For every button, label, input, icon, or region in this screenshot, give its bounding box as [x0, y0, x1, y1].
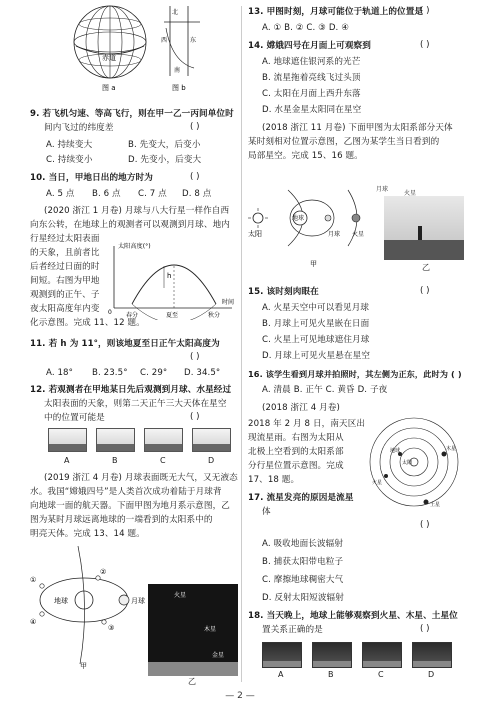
chart-origin: 0 [108, 309, 112, 316]
q15-option-d[interactable]: D. 月球上可见火星悬在星空 [262, 351, 371, 361]
intro-11-12-line8: 夜太阳高度年内变 [30, 304, 100, 314]
intro-17-18-line2: 2018 年 2 月 8 日，南天区出 [248, 419, 366, 429]
intro-15-16-line3: 局部星空。完成 15、16 题。 [248, 151, 363, 161]
chart-x-tick-2: 秋分 [208, 312, 221, 319]
moon-small-label: 月球 [376, 186, 389, 193]
q13-answer-paren[interactable]: ( ) [420, 6, 430, 16]
student-sky-photo [384, 196, 464, 260]
q17-stem-cont: 体 [262, 507, 271, 517]
q9-option-d[interactable]: D. 先变小，后变大 [128, 155, 202, 165]
q12-label-d: D [208, 456, 215, 465]
earth-label-3: 地球 [390, 448, 401, 454]
mars-label-3: 火星 [372, 480, 383, 486]
earth-label: 地球 [54, 597, 68, 605]
q14-option-d[interactable]: D. 水星金星太阳同在星空 [262, 105, 362, 115]
compass-north: 北 [172, 9, 179, 16]
q12-stem-cont2: 中的位置可能是 [44, 413, 105, 423]
q11-option-a[interactable]: A. 18° [46, 368, 74, 378]
q18-answer-paren[interactable]: ( ) [420, 624, 430, 634]
intro-13-14-line5: 明亮天体。完成 13、14 题。 [30, 529, 145, 539]
q12-stem-cont: 太阳表面的天象，则第二天正午三大天体在星空 [44, 399, 227, 409]
moon-label-2: 月球 [328, 231, 341, 238]
fig-yi-caption-left: 乙 [188, 677, 196, 686]
sun-label: 太阳 [248, 230, 262, 238]
fig-jia-caption: 甲 [80, 662, 87, 670]
orbit-pos-4: ④ [30, 618, 37, 626]
q17-stem: 17. 流星发亮的原因是流星 [248, 493, 354, 503]
intro-15-16-line1: (2018 浙江 11 月卷) 下面甲图为太阳系部分天体 [262, 123, 453, 133]
q9-stem: 9. 若飞机匀速、等高飞行，则在甲一乙一丙间单位时 [30, 109, 234, 119]
chart-x-tick-1: 夏至 [166, 312, 179, 319]
q10-answer-paren[interactable]: ( ) [190, 172, 200, 182]
chart-h: h [167, 272, 172, 280]
intro-13-14-line3: 向地球一面的航天器。下面甲图为地月系示意图，乙 [30, 501, 230, 511]
q18-thumb-a[interactable] [262, 642, 302, 668]
q17-option-d[interactable]: D. 反射太阳短波辐射 [262, 593, 344, 603]
intro-11-12-line4: 的天象，且前者比 [30, 248, 100, 258]
q17-option-c[interactable]: C. 摩擦地球稠密大气 [262, 575, 344, 585]
q11-stem: 11. 若 h 为 11°，则该地夏至日正午太阳高度为 [30, 339, 220, 349]
intro-11-12-line9: 化示意图。完成 11、12 题。 [30, 318, 145, 328]
intro-17-18-line5: 分行星位置示意图。完成 [248, 461, 344, 471]
q16-options[interactable]: A. 清晨 B. 正午 C. 黄昏 D. 子夜 [262, 385, 388, 395]
venus-label: 金星 [212, 652, 225, 659]
equator-label: 赤道 [102, 54, 116, 62]
fig-jia-caption-2: 甲 [310, 260, 317, 268]
q12-stem: 12. 若观测者在甲地某日先后观测到月球、水星经过 [30, 385, 232, 395]
intro-11-12-line5: 后者经过日面的时 [30, 262, 100, 272]
intro-13-14-line1: (2019 浙江 4 月卷) 月球表面既无大气，又无液态 [44, 473, 238, 483]
q9-answer-paren[interactable]: ( ) [190, 122, 200, 132]
q15-option-a[interactable]: A. 火星天空中可以看见月球 [262, 303, 370, 313]
q17-option-a[interactable]: A. 吸收地面长波辐射 [262, 539, 344, 549]
q13-stem: 13. 甲图时刻，月球可能位于轨道上的位置是 [248, 7, 424, 17]
intro-13-14-line4: 图为某时月球远离地球的一端看到的太阳系中的 [30, 515, 213, 525]
orbit-pos-1: ① [30, 576, 37, 584]
q11-option-c[interactable]: C. 29° [140, 368, 168, 378]
globe-figure-a [70, 2, 150, 92]
intro-11-12-line6: 间短。右图为甲地 [30, 276, 100, 286]
intro-17-18-line4: 北极上空看到的太阳系部 [248, 447, 344, 457]
q18-thumb-c[interactable] [362, 642, 402, 668]
q12-label-b: B [112, 456, 118, 465]
moon-label: 月球 [131, 597, 145, 605]
q18-label-b: B [328, 670, 334, 679]
page-number: — 2 — [225, 691, 255, 701]
solar-relative-figure [248, 170, 378, 270]
orbit-pos-3: ③ [108, 624, 115, 632]
moon-sky-figure [148, 584, 238, 676]
horizon [148, 662, 238, 676]
intro-17-18-line3: 现流星雨。右图为太阳从 [248, 433, 344, 443]
intro-17-18-line1: (2018 浙江 4 月卷) [262, 403, 341, 413]
fig-b-caption: 图 b [172, 84, 186, 92]
compass-west: 西 [161, 37, 168, 44]
q12-thumb-a[interactable] [48, 428, 87, 452]
jupiter-label: 木星 [204, 626, 217, 633]
compass-south: 南 [174, 67, 181, 74]
q12-thumb-d[interactable] [192, 428, 231, 452]
jupiter-label-3: 木星 [446, 446, 457, 452]
map-figure-b [160, 2, 208, 92]
q10-option-a[interactable]: A. 5 点 [46, 189, 75, 199]
q9-stem-cont: 间内飞过的纬度差 [44, 123, 114, 133]
mars-label-2: 火星 [352, 231, 365, 238]
fig-a-caption: 图 a [102, 84, 116, 92]
q11-answer-paren[interactable]: ( ) [190, 352, 200, 362]
q11-option-d[interactable]: D. 34.5° [184, 368, 221, 378]
q18-label-c: C [378, 670, 384, 679]
q18-thumb-d[interactable] [412, 642, 452, 668]
q11-option-b[interactable]: B. 23.5° [92, 368, 128, 378]
q12-answer-paren[interactable]: ( ) [190, 412, 200, 422]
orbit-pos-2: ② [100, 568, 107, 576]
sun-altitude-chart [104, 238, 238, 320]
q9-option-a[interactable]: A. 持续变大 [46, 140, 93, 150]
saturn-label-3: 土星 [430, 502, 441, 508]
q15-option-c[interactable]: C. 火星上可见地球遮住月球 [262, 335, 370, 345]
q10-option-c[interactable]: C. 7 点 [138, 189, 167, 199]
intro-15-16-line2: 某时刻相对位置示意图，乙图为某学生当日看到的 [248, 137, 440, 147]
q14-option-c[interactable]: C. 太阳在月面上西升东落 [262, 89, 361, 99]
q18-label-d: D [428, 670, 435, 679]
chart-x-tick-3: 时间 [222, 299, 235, 306]
q15-stem: 15. 该时刻肉眼在 [248, 287, 319, 297]
mars-small-label: 火星 [404, 190, 417, 197]
q18-label-a: A [278, 670, 284, 679]
planet-orbits-figure [364, 414, 464, 510]
sun-label-3: 太阳 [402, 460, 413, 466]
q15-option-b[interactable]: B. 月球上可见火星嵌在日面 [262, 319, 370, 329]
q15-answer-paren[interactable]: ( ) [420, 286, 430, 296]
q9-option-b[interactable]: B. 先变大，后变小 [128, 140, 201, 150]
column-divider [241, 6, 242, 682]
q17-answer-paren[interactable]: ( ) [420, 520, 430, 530]
q17-option-b[interactable]: B. 捕获太阳带电粒子 [262, 557, 344, 567]
q12-thumb-b[interactable] [96, 428, 135, 452]
chart-ylabel: 太阳高度(°) [118, 243, 151, 250]
q14-option-a[interactable]: A. 地球遮住银河系的光芒 [262, 57, 361, 67]
person-silhouette [418, 226, 422, 240]
q10-option-d[interactable]: D. 8 点 [182, 189, 212, 199]
q12-thumb-c[interactable] [144, 428, 183, 452]
intro-11-12-line2: 向东公转，在地球上的观测者可以观测到月球、地内 [30, 220, 230, 230]
intro-11-12-line7: 观测到的正午、子 [30, 290, 100, 300]
earth-moon-orbit-figure [28, 546, 146, 672]
q9-option-c[interactable]: C. 持续变小 [46, 155, 93, 165]
q10-stem: 10. 当日，甲地日出的地方时为 [30, 173, 153, 183]
q18-stem: 18. 当天晚上，地球上能够观察到火星、木星、土星位 [248, 611, 458, 621]
compass-east: 东 [190, 37, 197, 44]
q18-thumb-b[interactable] [312, 642, 352, 668]
earth-label-2: 地球 [292, 215, 305, 222]
q10-option-b[interactable]: B. 6 点 [92, 189, 121, 199]
fig-yi-caption-right: 乙 [422, 263, 430, 272]
q12-label-a: A [64, 456, 70, 465]
q18-stem-cont: 置关系正确的是 [262, 625, 323, 635]
intro-13-14-line2: 水。我国“嫦娥四号”是人类首次成功着陆于月球背 [30, 487, 222, 497]
intro-11-12-line1: (2020 浙江 1 月卷) 月球与八大行星一样作自西 [44, 206, 230, 216]
intro-11-12-line3: 行星经过太阳表面 [30, 234, 100, 244]
q13-options[interactable]: A. ① B. ② C. ③ D. ④ [262, 23, 350, 33]
chart-x-tick-0: 春分 [126, 312, 139, 319]
intro-17-18-line6: 17、18 题。 [248, 475, 300, 485]
q14-answer-paren[interactable]: ( ) [420, 40, 430, 50]
mars-label: 火星 [174, 592, 187, 599]
q12-label-c: C [160, 456, 166, 465]
q14-option-b[interactable]: B. 流星拖着亮线飞过头顶 [262, 73, 361, 83]
q16-stem: 16. 该学生看到月球并拍照时，其左侧为正东，此时为 ( ) [248, 369, 462, 379]
q14-stem: 14. 嫦娥四号在月面上可观察到 [248, 41, 371, 51]
